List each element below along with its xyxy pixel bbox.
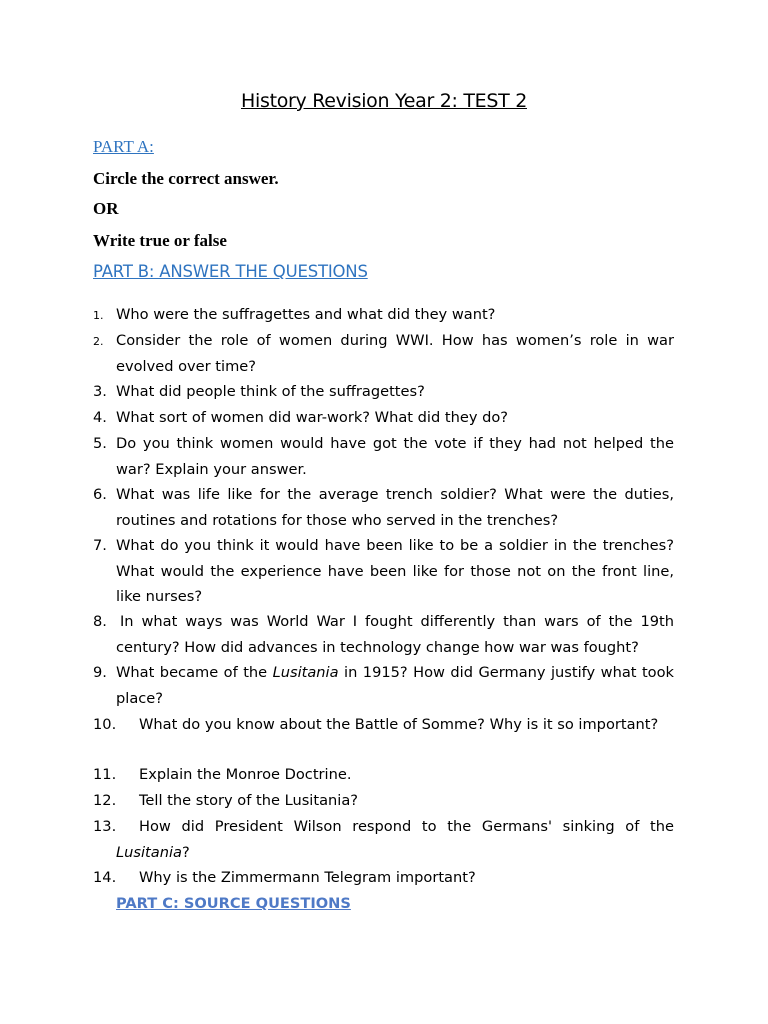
instruction-or: OR [93,199,119,218]
question-text: Who were the suffragettes and what did they want? [116,306,496,323]
ship-name-italic: Lusitania [272,664,339,681]
question-number: 1. [93,309,104,322]
question-text: How did President Wilson respond to the Germans' sinking of the Lusitania? [116,818,674,861]
question-number: 10. [93,716,117,733]
question-item [93,533,674,610]
question-number: 14. [93,869,117,886]
question-number: 9. [93,664,107,681]
question-text: What do you know about the Battle of Somme? Why is it so important? [139,716,659,733]
question-text: In what ways was World War I fought differently than wars of the 19th century? How did advances in technology change how war was fought? [116,613,674,656]
question-item [93,814,674,865]
question-item [93,865,674,891]
question-text: Explain the Monroe Doctrine. [139,766,352,783]
question-item [93,609,674,660]
instruction-circle: Circle the correct answer. [93,169,279,188]
question-text: Consider the role of women during WWI. How has women’s role in war evolved over time? [116,332,674,375]
question-item [93,788,674,814]
question-number: 2. [93,335,104,348]
question-text: Why is the Zimmermann Telegram important? [139,869,476,886]
question-item [93,405,674,431]
question-number: 13. [93,818,117,835]
question-number: 5. [93,435,107,452]
question-number: 11. [93,766,117,783]
question-item [93,379,674,405]
question-text: Tell the story of the Lusitania? [139,792,359,809]
question-item [93,762,674,788]
question-number: 12. [93,792,117,809]
question-number: 6. [93,486,107,503]
part-b-heading: PART B: ANSWER THE QUESTIONS [93,262,368,281]
part-c-heading: PART C: SOURCE QUESTIONS [116,895,351,912]
question-item [93,302,674,328]
question-number: 4. [93,409,107,426]
question-item [93,482,674,533]
page-title: History Revision Year 2: TEST 2 [241,90,527,112]
question-text: What do you think it would have been like to be a soldier in the trenches? What would the experience have been like for those not on the front line, like nurses? [116,537,674,606]
question-text: What did people think of the suffragettes? [116,383,425,400]
ship-name-italic: Lusitania [116,843,182,861]
part-a-heading: PART A: [93,137,154,156]
question-text: Do you think women would have got the vote if they had not helped the war? Explain your answer. [116,435,674,478]
question-item [93,431,674,482]
question-number: 3. [93,383,107,400]
question-text: What became of the Lusitania in 1915? How did Germany justify what took place? [116,664,674,707]
question-number: 8. [93,613,107,630]
question-number: 7. [93,537,107,554]
question-item [93,712,674,738]
question-text: What sort of women did war-work? What did they do? [116,409,509,426]
question-item [93,660,674,711]
instruction-true-false: Write true or false [93,231,227,250]
question-text: What was life like for the average trench soldier? What were the duties, routines and rotations for those who served in the trenches? [116,486,674,529]
question-item [93,328,674,379]
